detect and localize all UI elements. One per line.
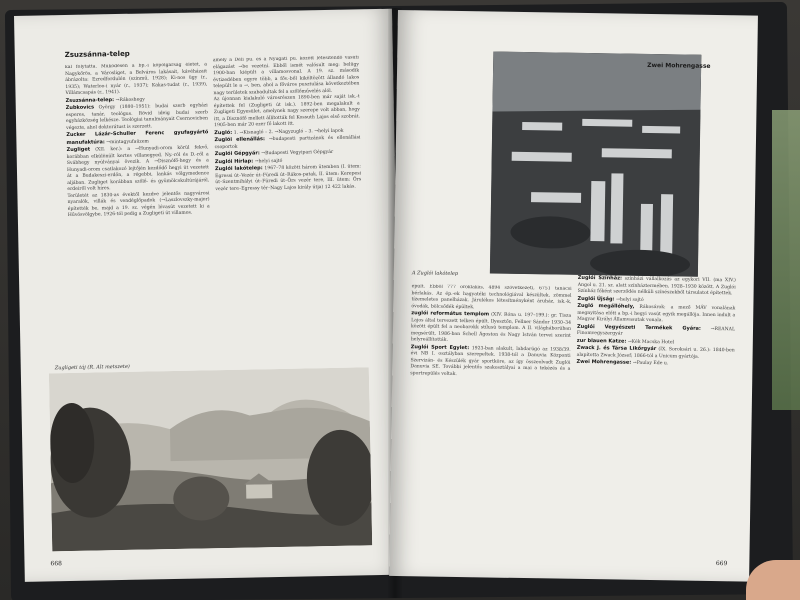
right-photo-caption: A Zuglói lakótelep [411,270,459,277]
entry: Zuglói Újság: →helyi sajtó [577,295,644,303]
background-foliage [772,110,800,410]
engraving-illustration [49,367,372,551]
entry: zuglói református templom (XIV. Róna u. 197–199.): gr. Tisza Lajos által tervezett telken épült. Ilyesztőn, Fellner Sándor 1930–34 között épült fel a neobarokk stílusú templom. A II. világháborúban megsérült, 1986-ban Schell Ágoston és Nagy István tervei szerint helyreállították. [410,310,572,343]
entry: épült. Ebből 777 öröklakás, 4894 szövetkezeti, 6751 tanácsi bérlakás. Az ép.-ek hagyatéki technológiával készültek, zömmel tízemeletes panelházak. Járulékos létesítményként áruház, isk.-k, óvodák, bölcsődék épültek. [411,284,572,310]
entry: Zucker Lázár–Schuller Ferenc gyufagyártó manufaktúra: →mintagyufaüzem [66,129,209,146]
entry: kal folytatta. Működésén a bp.-i köpolgárság életét, a Nagykőrös, a Városliget, a Belváros lakásait, kávéházait ábrázolta: Ezredfordulón (szinmű, 1928); Ki-nos ügy (r., 1935); Waterloo-i nyár (r., 1937); Kakas-tudat (r., 1939), Villámcsapás (r., 1941). [64,62,208,97]
entry: zur blauen Katze: →Kék Macska Hotel [576,337,675,345]
entry: Zuglói ellenállás: →budapesti partizánok és ellenállási csoportok [214,135,361,150]
left-running-head: Zsuzsánna-telep [64,49,130,60]
zugligeti-landscape-engraving [49,367,372,551]
right-column-2 [573,275,736,567]
entry: amely a Déli pu. és a Nyugati pu. között létesítendő vasúti elágazást →be vezetni. Ebből ismét valósult meg: belügy 1900-ban kiépült a villamosvonal. A 19. sz. második évtizedében egyre több, a főv.-ből kiköltözött állandó lakos települt le a →, ben, ahol a főváros pusztulása következtében nagy területek szabadultak fel a szőlőművelés alól. [212,55,360,96]
entry: Zuglói Sport Egylet: 1923-ban alakult, labdarúgó az 1938/39. évi NB I. osztályban szerepeltek. 1938-tól a Danuvia Központi Szervizán- és Készülék gyár sportköre, az így összeolvadt Zuglói Danuvia SE. További jelentős szakosztályai a mai a tekézés és a sportrepülés voltak. [410,343,571,377]
left-figure-caption: Zugligeti táj (R. Alt metszete) [54,363,130,372]
entry: Zuglói Hírlap: →helyi sajtó [214,157,283,165]
entry: Zuglói lakótelep: 1967–78 között három ütemben (I. ütem: Egressi út–Vezér út–Füredi út–Rákos-patak, II. ütem: Kerepesi út–Szentmihályi út–Füredi út–Örs vezér tere, III. ütem: Örs vezér tere–Egressy tér–Nagy Lajos király útja) 12 422 lakás. [214,164,362,192]
entry: Az újonnan kialakuló városrészen 1890-ben már saját isk.-t építettek fel (Zugligeti út isk.). 1892-ben megalakult a Zugligeti Egyesület, amelynek nagy szerepe volt abban, hogy itt, a Disznófő mellett állították fel Kossuth Lajos első szobrát. 1905-ben már 20 ezer fő lakott itt. [213,94,361,129]
entry: Területét az 1830-as évektől kezdve jelentős nagyvárosi nyaralók, villák és vendéglőpadok (→Laszlovszky-major) építették be, majd a 19. sz. végén lóvasút vezetett ki a Hűvösvölgybe, 1926-tól pedig a Zugligeti út villamos. [67,190,210,219]
entry: Zuglói Gépgyár: →Budapesti Vegyipari Gépgyár [214,149,334,158]
entry: Zugló megállóhely, Rákosárok: a mező MÁV vonalának megnyitása előtt a bp.-i hegyi vasút egyik megállója. Innen indult a Magyar Királyi Államvasutak vonala. [577,302,736,324]
entry: Zugló: 1. →Kisnagló – 2. →Nagyzugló – 3. →helyi lapok [214,128,344,136]
right-running-head: Zwei Mohrengasse [647,61,711,70]
entry: Zwack J. és Társa Likőrgyár (IX. Soroksári u. 26.): 1840-ben alapította Zwack József; 1866-tól a Unicum gyártója. [576,344,735,360]
entry: Zuglói Vegyészeti Termékek Gyára: →REANAL Finomvegyszergyár [576,323,736,337]
entry: Zuglói Színház: színházi vállalkozás az egykori VII. (ma XIV.) Angol u. 21. sz. alatt színháztermében, 1928–1930 között. A Zuglói Színház főként szerződés nélküli színészekből társulatot építettek. [577,274,736,297]
aerial-photo-illustration [490,52,701,277]
left-column-1 [65,62,213,355]
entry: Zsuzsánna-telep: →Rákoshegy [65,96,145,104]
right-column-1 [407,284,571,556]
right-page [389,10,758,582]
left-page [14,9,403,582]
zuglo-housing-estate-photo [490,52,701,277]
entry: Zubkovics György (1880–1951): budai szerb egyházi esperes, tanár, teológus. Rövid ideig budai szerb egyházközség lelkésze. Teológiai tanulmányait Csernovicben végezte, ahol doktorátust is szerzett. [65,103,209,131]
right-page-number: 669 [715,560,728,568]
left-page-number: 668 [50,560,63,568]
left-column-2 [213,55,365,352]
entry: Zwei Mohrengasse: →Paulay Ede u. [576,358,669,367]
entry: Zugliget (XII. ker.): a →Hunyadi-orom körül fekvő, korábban elkülönült kertes villanegyed. Ny.-ról és D.-ről a Svábhegy nyúlványai övezik. A →Disznófő-hegy és a Hunyadi-orom csatlakozó lejtőjén kezdődő hegyi út vezetett át a Budakeszi-erdőn, a régebbi, lankás völgymedence aljában. Zugliget korábban szőlő- és gyümölcskultúrájáról, erdeiről volt híres. [66,145,210,193]
